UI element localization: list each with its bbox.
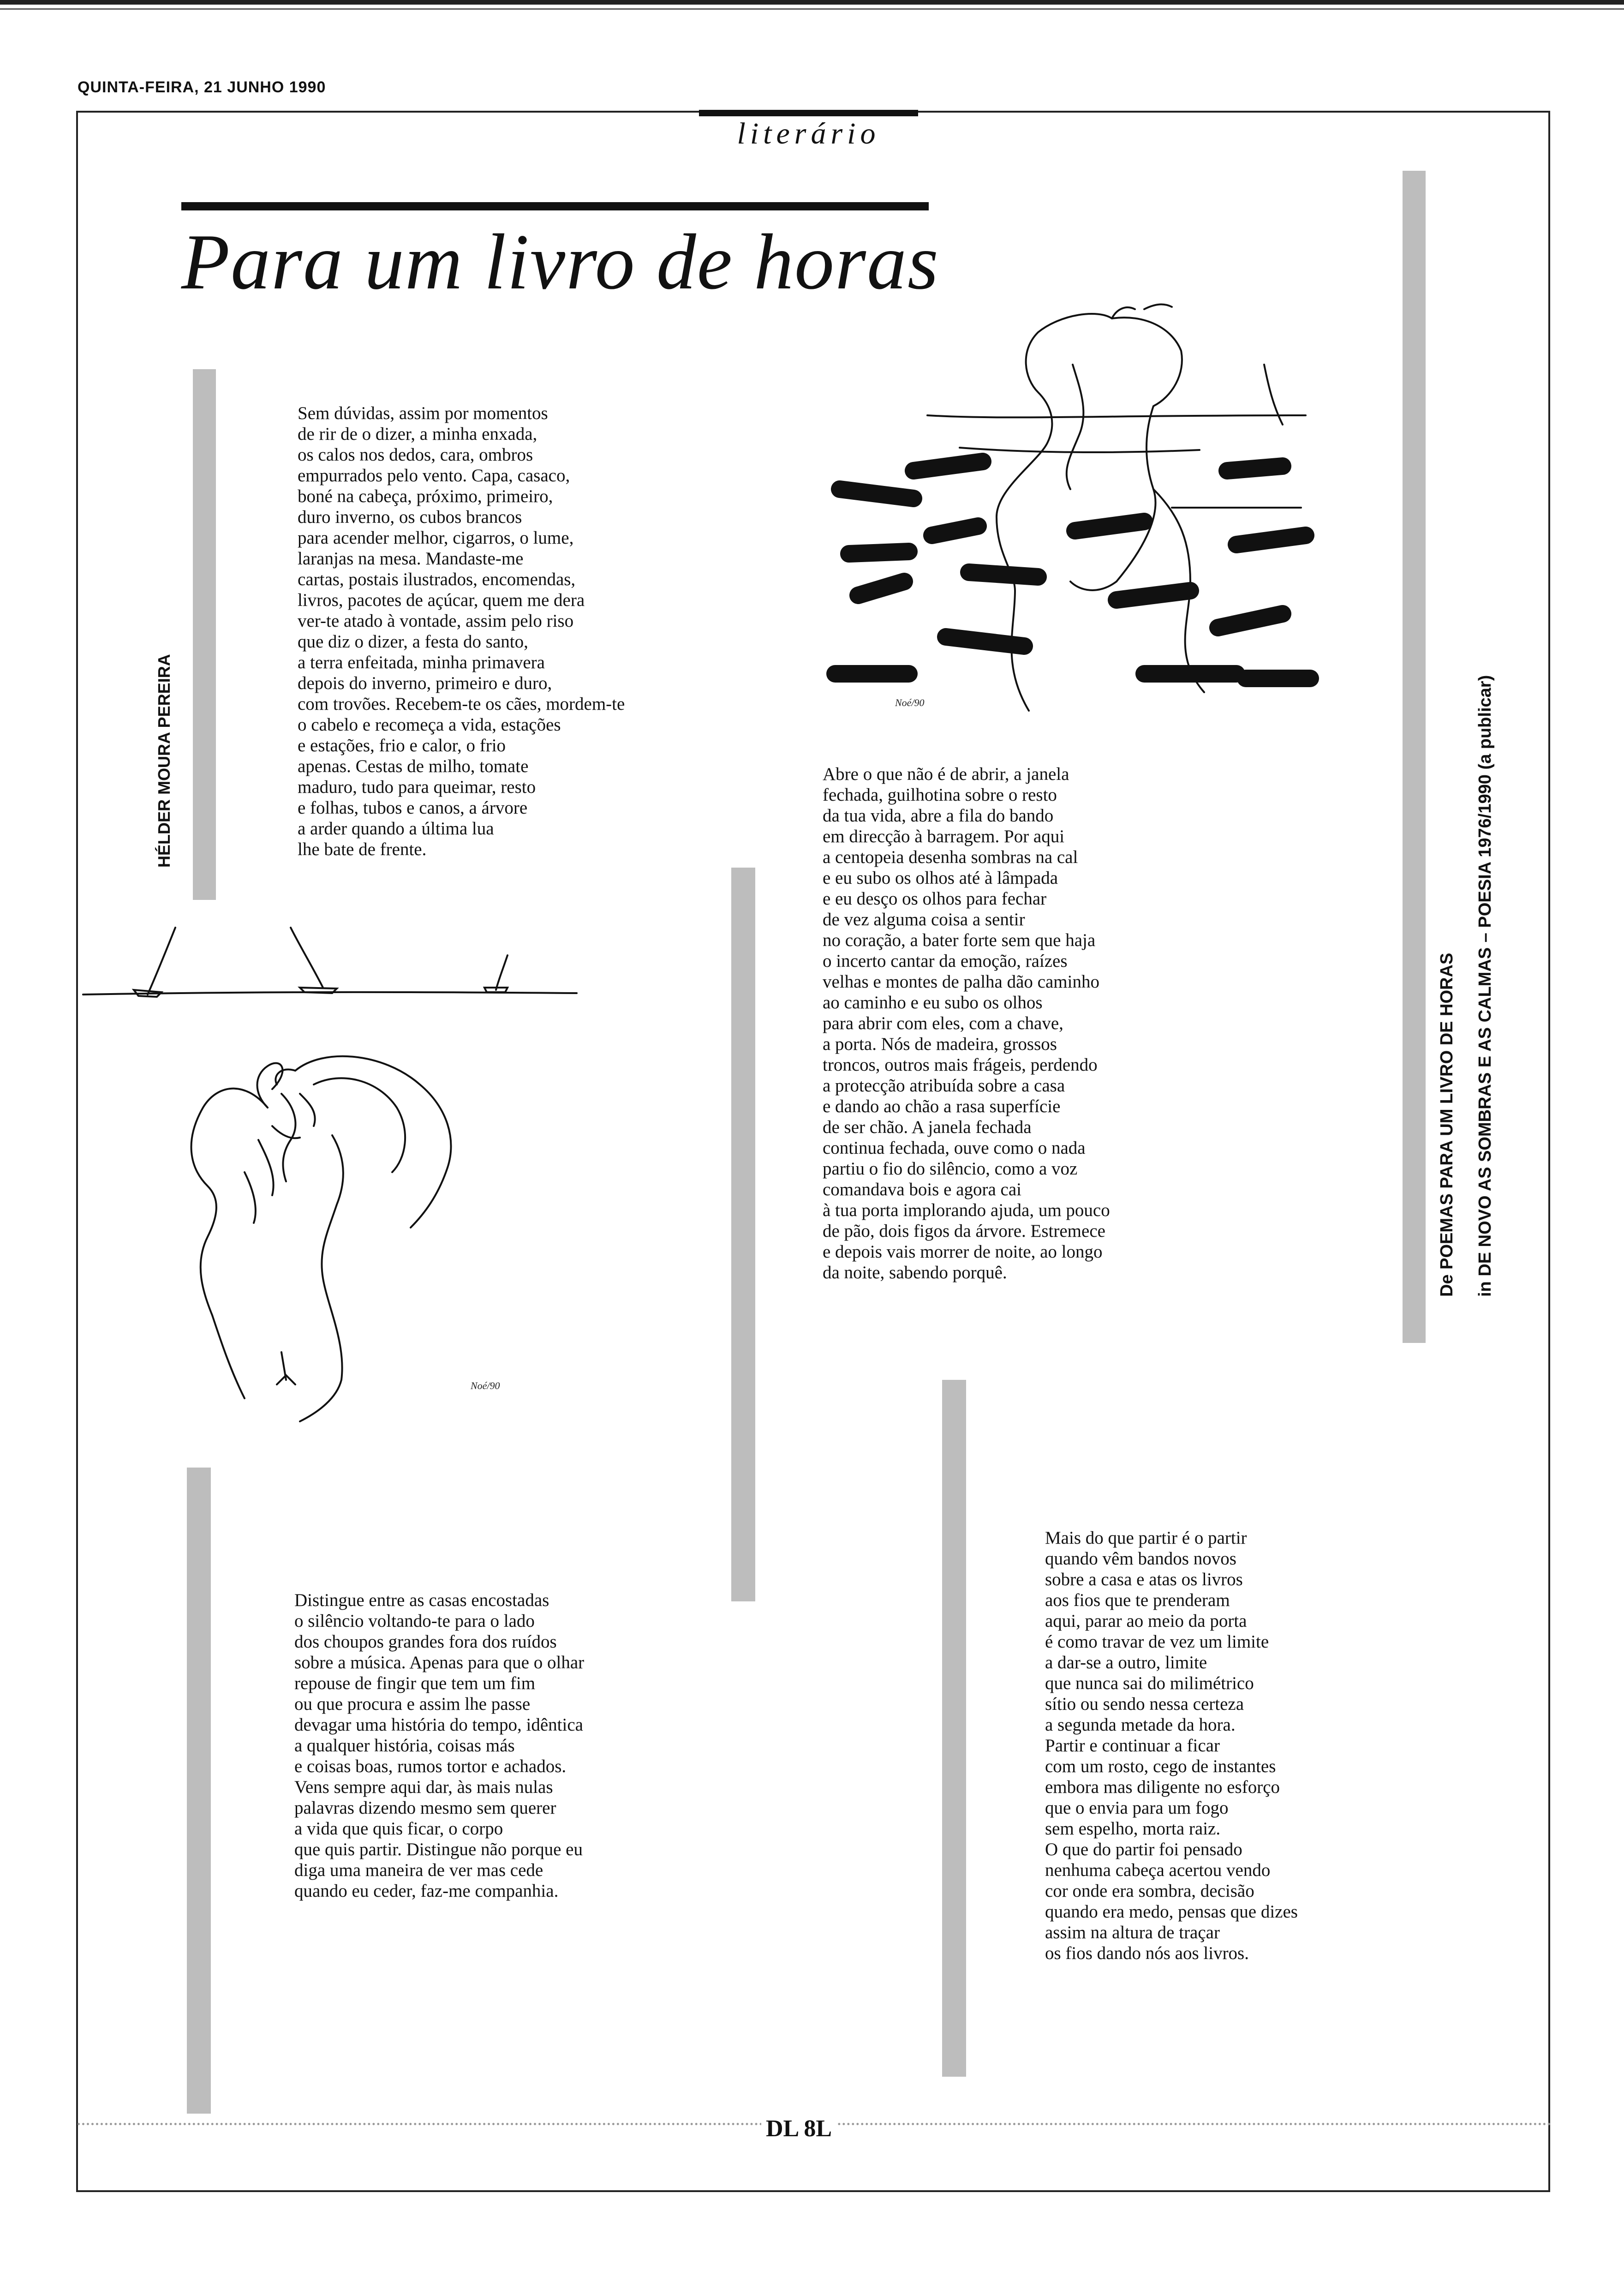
author-name: HÉLDER MOURA PEREIRA: [155, 654, 173, 868]
top-rule: [0, 0, 1624, 5]
drawing-signature-2: Noé/90: [471, 1380, 500, 1391]
gray-strip-source: [1403, 171, 1426, 1343]
poem-4: Mais do que partir é o partir quando vêm bandos novos sobre a casa e atas os livros aos fios que te prenderam aqui, parar ao meio da porta é como travar de vez um limite a dar-se a outro, limite que nunca sai do milimétrico sítio ou sendo nessa certeza a segunda metade da hora. Partir e continuar a ficar com um rosto, cego de instantes embora mas diligente no esforço que o envia para um fogo sem espelho, morta raiz. O que do partir foi pensado nenhuma cabeça acertou vendo cor onde era sombra, decisão quando era medo, pensas que dizes assim na altura de traçar os fios dando nós aos livros.: [1045, 1528, 1298, 1963]
gray-strip-middle: [731, 868, 755, 1601]
source-line-1: De POEMAS PARA UM LIVRO DE HORAS: [1437, 953, 1457, 1297]
figure-drawing-top: [821, 295, 1333, 734]
section-bar: [699, 110, 918, 116]
article-title: Para um livro de horas: [181, 218, 939, 306]
source-line-2: in DE NOVO AS SOMBRAS E AS CALMAS – POESIA 1976/1990 (a publicar): [1475, 675, 1495, 1297]
poem-2: Abre o que não é de abrir, a janela fechada, guilhotina sobre o resto da tua vida, abre a fila do bando em direcção à barragem. Por aqui a centopeia desenha sombras na cal e eu subo os olhos até à lâmpada e eu desço os olhos para fechar de vez alguma coisa a sentir no coração, a bater forte sem que haja o incerto cantar da emoção, raízes velhas e montes de palha dão caminho ao caminho e eu subo os olhos para abrir com eles, com a chave, a porta. Nós de madeira, grossos troncos, outros mais frágeis, perdendo a protecção atribuída sobre a casa e dando ao chão a rasa superfície de ser chão. A janela fechada continua fechada, ouve como o nada partiu o fio do silêncio, como a voz comandava bois e agora cai à tua porta implorando ajuda, um pouco de pão, dois figos da árvore. Estremece e depois vais morrer de noite, ao longo da noite, sabendo porquê.: [823, 764, 1110, 1282]
horizon-drawing: [78, 914, 586, 1015]
figure-drawing-bottom: [161, 1020, 577, 1477]
title-rule: [181, 202, 929, 210]
date-line: QUINTA-FEIRA, 21 JUNHO 1990: [78, 78, 326, 96]
top-rule-thin: [0, 8, 1624, 10]
gray-strip-lower-right: [942, 1380, 966, 2077]
section-label: literário: [737, 117, 880, 150]
publication-logo: DL 8L: [761, 2115, 836, 2142]
poem-3: Distingue entre as casas encostadas o silêncio voltando-te para o lado dos choupos grandes fora dos ruídos sobre a música. Apenas para que o olhar repouse de fingir que tem um fim ou que procura e assim lhe passe devagar uma história do tempo, idêntica a qualquer história, coisas más e coisas boas, rumos tortor e achados. Vens sempre aqui dar, às mais nulas palavras dizendo mesmo sem querer a vida que quis ficar, o corpo que quis partir. Distingue não porque eu diga uma maneira de ver mas cede quando eu ceder, faz-me companhia.: [294, 1590, 585, 1901]
drawing-signature-1: Noé/90: [895, 697, 925, 708]
poem-1: Sem dúvidas, assim por momentos de rir de o dizer, a minha enxada, os calos nos dedos, cara, ombros empurrados pelo vento. Capa, casaco, boné na cabeça, próximo, primeiro, duro inverno, os cubos brancos para acender melhor, cigarros, o lume, laranjas na mesa. Mandaste-me cartas, postais ilustrados, encomendas, livros, pacotes de açúcar, quem me dera ver-te atado à vontade, assim pelo riso que diz o dizer, a festa do santo, a terra enfeitada, minha primavera depois do inverno, primeiro e duro, com trovões. Recebem-te os cães, mordem-te o cabelo e recomeça a vida, estações e estações, frio e calor, o frio apenas. Cestas de milho, tomate maduro, tudo para queimar, resto e folhas, tubos e canos, a árvore a arder quando a última lua lhe bate de frente.: [298, 403, 625, 859]
gray-strip-author: [193, 369, 216, 900]
gray-strip-lower-left: [187, 1468, 211, 2114]
